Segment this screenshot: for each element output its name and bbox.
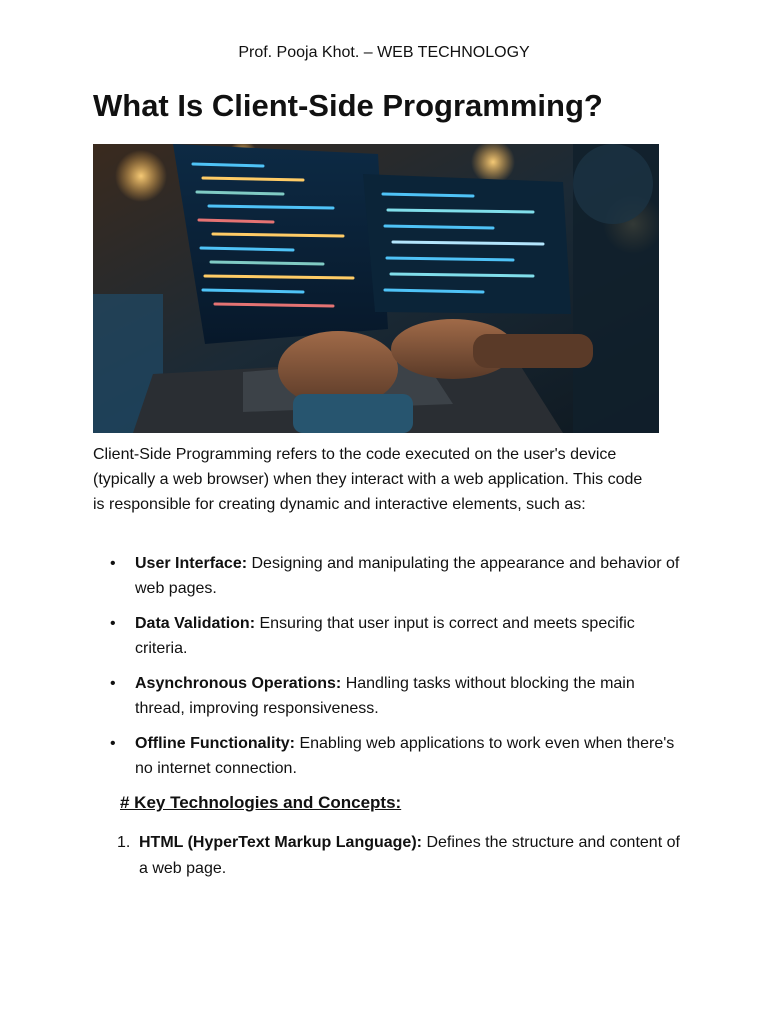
feature-term: Offline Functionality: bbox=[135, 735, 295, 752]
feature-desc: Handling tasks without blocking the main thread, improving responsiveness. bbox=[135, 675, 635, 717]
list-item bbox=[93, 830, 683, 882]
feature-desc: Ensuring that user input is correct and meets specific criteria. bbox=[135, 615, 635, 657]
page-header: Prof. Pooja Khot. – WEB TECHNOLOGY bbox=[238, 44, 530, 61]
page-title: What Is Client-Side Programming? bbox=[93, 88, 603, 123]
bullet-icon: • bbox=[110, 735, 116, 752]
list-item bbox=[93, 671, 683, 721]
list-number: 1. bbox=[117, 834, 131, 851]
feature-desc: Enabling web applications to work even when there's no internet connection. bbox=[135, 735, 675, 777]
bullet-icon: • bbox=[110, 615, 116, 632]
feature-term: Data Validation: bbox=[135, 615, 256, 632]
list-item bbox=[93, 611, 683, 661]
feature-term: User Interface: bbox=[135, 555, 248, 572]
feature-term: Asynchronous Operations: bbox=[135, 675, 342, 692]
bullet-icon: • bbox=[110, 675, 116, 692]
section-heading: # Key Technologies and Concepts: bbox=[120, 793, 402, 812]
tech-term: HTML (HyperText Markup Language): bbox=[139, 834, 422, 851]
bullet-icon: • bbox=[110, 555, 116, 572]
intro-paragraph: Client-Side Programming refers to the code executed on the user's device (typically a web browser) when they interact with a web application. This code is responsible for creating dynamic and interactive elements, such as: bbox=[93, 446, 643, 513]
tech-desc: Defines the structure and content of a web page. bbox=[139, 834, 680, 877]
coding-photo bbox=[93, 144, 659, 433]
feature-desc: Designing and manipulating the appearance and behavior of web pages. bbox=[135, 555, 680, 597]
feature-list bbox=[93, 551, 683, 791]
technology-list bbox=[93, 830, 683, 882]
list-item bbox=[93, 551, 683, 601]
list-item bbox=[93, 731, 683, 781]
